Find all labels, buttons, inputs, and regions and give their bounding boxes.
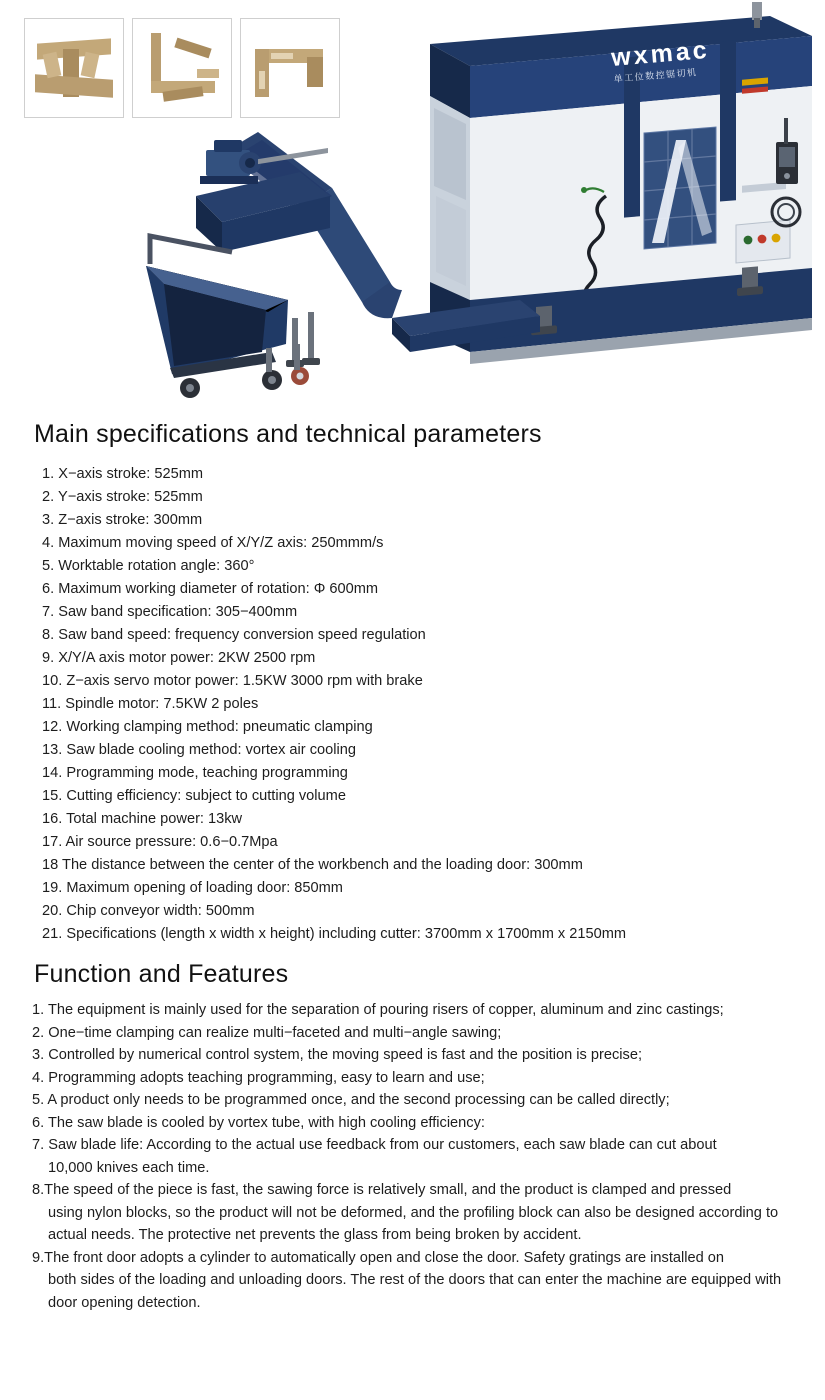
- feature-text-cont: 10,000 knives each time.: [48, 1159, 210, 1176]
- spec-item: 14. Programming mode, teaching programming: [42, 765, 348, 781]
- machine-brand-text: wxmac: [610, 35, 711, 72]
- casting-sample-3: [240, 18, 340, 118]
- spec-item: 17. Air source pressure: 0.6−0.7Mpa: [42, 834, 278, 850]
- spec-item: 2. Y−axis stroke: 525mm: [42, 489, 203, 505]
- spec-item: 1. X−axis stroke: 525mm: [42, 466, 204, 482]
- spec-item: 8. Saw band speed: frequency conversion speed regulation: [42, 627, 426, 643]
- spec-item: 19. Maximum opening of loading door: 850mm: [42, 880, 343, 896]
- feature-item: [26, 1089, 799, 1112]
- spec-item: 16. Total machine power: 13kw: [42, 811, 243, 827]
- feature-text: 7. Saw blade life: According to the actual use feedback from our customers, each saw blade can cut about: [32, 1137, 717, 1153]
- spec-item: 7. Saw band specification: 305−400mm: [42, 604, 298, 620]
- spec-item: 9. X/Y/A axis motor power: 2KW 2500 rpm: [42, 650, 316, 666]
- spec-item: 10. Z−axis servo motor power: 1.5KW 3000 rpm with brake: [42, 673, 423, 689]
- feature-text: 1. The equipment is mainly used for the separation of pouring risers of copper, aluminum and zinc castings;: [32, 1002, 724, 1018]
- spec-item: 4. Maximum moving speed of X/Y/Z axis: 250mmm/s: [42, 535, 384, 551]
- feature-item: [26, 1247, 799, 1315]
- feature-item: [26, 1044, 799, 1067]
- product-image-area: [0, 0, 825, 410]
- specs-heading: Main specifications and technical parameters: [34, 420, 542, 448]
- document-body: [0, 420, 825, 1314]
- feature-text: 3. Controlled by numerical control system, the moving speed is fast and the position is precise;: [32, 1047, 642, 1063]
- spec-item: 18 The distance between the center of the workbench and the loading door: 300mm: [42, 857, 583, 873]
- spec-item: 20. Chip conveyor width: 500mm: [42, 903, 255, 919]
- feature-text: 9.The front door adopts a cylinder to automatically open and close the door. Safety gratings are installed on: [32, 1249, 725, 1266]
- casting-sample-2: [132, 18, 232, 118]
- features-list: [26, 999, 799, 1314]
- feature-item: [26, 999, 799, 1022]
- feature-item: [26, 1179, 799, 1247]
- spec-item: 12. Working clamping method: pneumatic clamping: [42, 719, 373, 735]
- features-heading: Function and Features: [34, 960, 289, 988]
- machine-brand-subtext: 单工位数控锯切机: [613, 67, 698, 85]
- specs-list: [26, 463, 799, 946]
- feature-item: [26, 1134, 799, 1179]
- spec-item: 15. Cutting efficiency: subject to cutting volume: [42, 788, 346, 804]
- spec-item: 13. Saw blade cooling method: vortex air cooling: [42, 742, 356, 758]
- spec-item: 21. Specifications (length x width x height) including cutter: 3700mm x 1700mm x 2150mm: [42, 926, 627, 942]
- feature-text: 8.The speed of the piece is fast, the sawing force is relatively small, and the product is clamped and pressed: [32, 1182, 732, 1198]
- feature-text: 4. Programming adopts teaching programming, easy to learn and use;: [32, 1069, 485, 1086]
- feature-text: 5. A product only needs to be programmed once, and the second processing can be called directly;: [32, 1092, 670, 1108]
- feature-item: [26, 1067, 799, 1090]
- casting-sample-1: [24, 18, 124, 118]
- feature-text: 2. One−time clamping can realize multi−faceted and multi−angle sawing;: [32, 1024, 502, 1041]
- feature-text-cont: both sides of the loading and unloading doors. The rest of the doors that can enter the machine are equipped with door opening detection.: [48, 1272, 782, 1311]
- spec-item: 11. Spindle motor: 7.5KW 2 poles: [42, 696, 259, 712]
- feature-item: [26, 1112, 799, 1135]
- feature-text-cont: using nylon blocks, so the product will not be deformed, and the profiling block can also be designed according to actual needs. The protective net prevents the glass from being broken by accident.: [48, 1204, 779, 1243]
- feature-text: 6. The saw blade is cooled by vortex tube, with high cooling efficiency:: [32, 1114, 485, 1131]
- feature-item: [26, 1022, 799, 1045]
- spec-item: 5. Worktable rotation angle: 360°: [42, 558, 255, 574]
- spec-item: 6. Maximum working diameter of rotation: Φ 600mm: [42, 581, 379, 597]
- spec-item: 3. Z−axis stroke: 300mm: [42, 512, 203, 528]
- casting-sample-thumbnails: [24, 18, 340, 118]
